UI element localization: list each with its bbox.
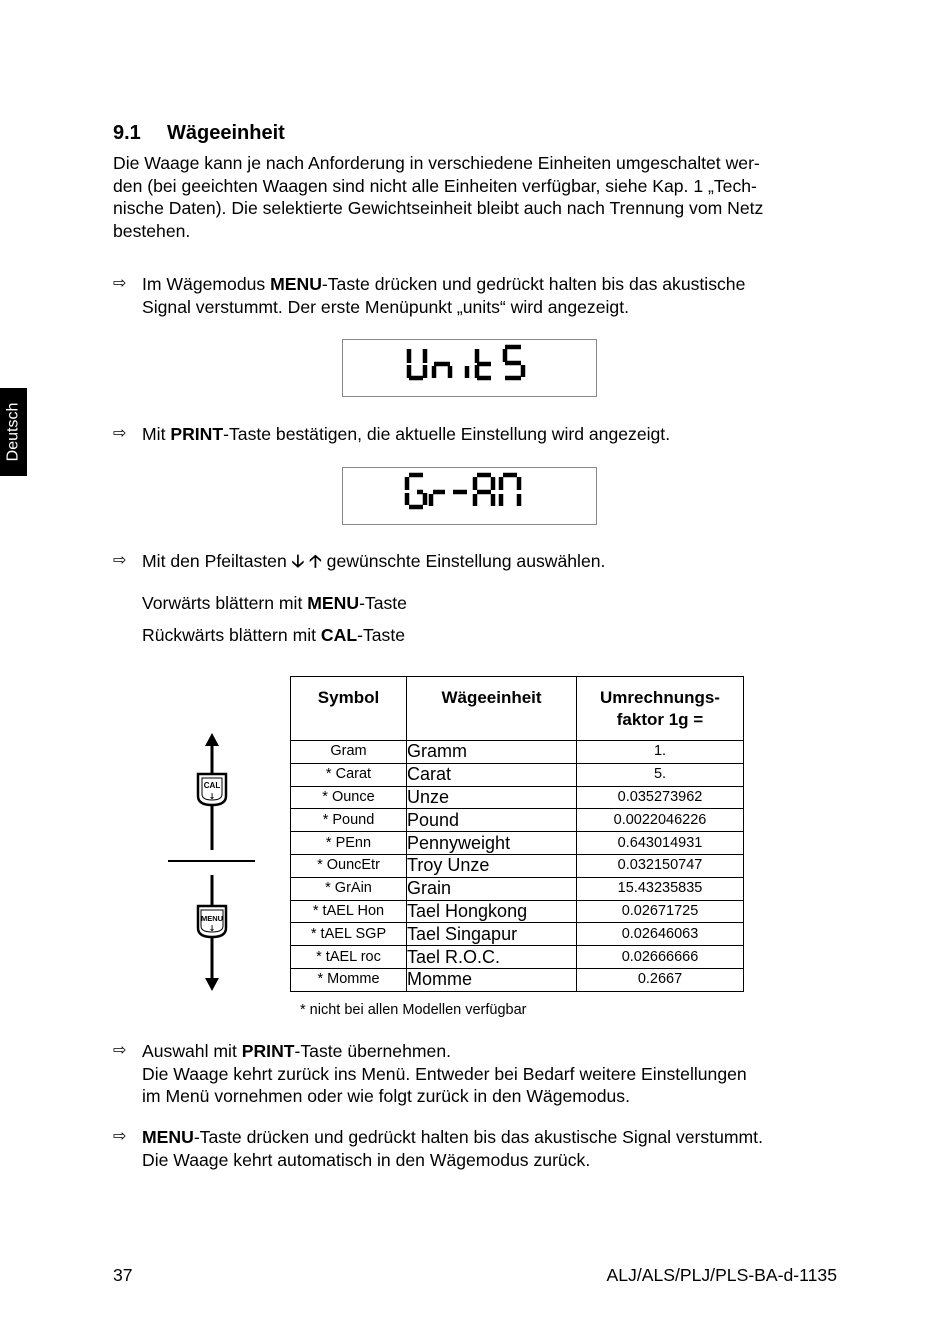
cell-factor: 0.02646063 bbox=[577, 923, 744, 946]
intro-line: Die Waage kann je nach Anforderung in verschiedene Einheiten umgeschaltet wer- bbox=[113, 153, 760, 173]
cell-factor: 0.02671725 bbox=[577, 900, 744, 923]
step-text: Signal verstummt. Der erste Menüpunkt „units“ wird angezeigt. bbox=[142, 296, 629, 317]
step-arrow-icon: ⇨ bbox=[113, 552, 127, 569]
cell-factor: 0.2667 bbox=[577, 968, 744, 991]
step-3 bbox=[113, 550, 843, 573]
cell-unit: Momme bbox=[407, 968, 577, 991]
step-2 bbox=[113, 423, 843, 446]
table-row bbox=[291, 809, 744, 832]
section-number: 9.1 bbox=[113, 122, 141, 144]
cal-key-icon bbox=[198, 774, 226, 805]
cell-symbol: * tAEL SGP bbox=[291, 923, 407, 946]
table-row bbox=[291, 946, 744, 969]
cell-factor: 15.43235835 bbox=[577, 877, 744, 900]
step-text: Im Wägemodus bbox=[142, 274, 271, 294]
section-heading bbox=[113, 122, 285, 145]
table-row bbox=[291, 877, 744, 900]
step-text: Mit bbox=[142, 424, 171, 444]
svg-text:↓: ↓ bbox=[208, 924, 216, 933]
step-text: -Taste drücken und gedrückt halten bis das akustische bbox=[321, 274, 746, 294]
instruction-text: Vorwärts blättern mit bbox=[142, 593, 308, 613]
cell-factor: 0.0022046226 bbox=[577, 809, 744, 832]
document-id: ALJ/ALS/PLJ/PLS-BA-d-1135 bbox=[606, 1265, 837, 1285]
step-4 bbox=[113, 1040, 843, 1108]
intro-line: bestehen. bbox=[113, 220, 191, 241]
cell-unit: Carat bbox=[407, 763, 577, 786]
cell-unit: Troy Unze bbox=[407, 854, 577, 877]
cell-unit: Tael R.O.C. bbox=[407, 946, 577, 969]
cell-factor: 0.643014931 bbox=[577, 832, 744, 855]
cell-symbol: * Ounce bbox=[291, 786, 407, 809]
cell-unit: Unze bbox=[407, 786, 577, 809]
cell-factor: 0.02666666 bbox=[577, 946, 744, 969]
lcd-display-gram bbox=[342, 467, 597, 525]
menu-key-icon bbox=[198, 906, 226, 937]
header-factor bbox=[577, 677, 744, 741]
step-text: Die Waage kehrt zurück ins Menü. Entweder bei Bedarf weitere Einstellungen bbox=[142, 1063, 747, 1084]
lcd-segments-units bbox=[343, 340, 598, 398]
header-unit: Wägeeinheit bbox=[407, 677, 577, 741]
intro-line: den (bei geeichten Waagen sind nicht alle Einheiten verfügbar, siehe Kap. 1 „Tech- bbox=[113, 175, 757, 196]
cell-factor: 1. bbox=[577, 741, 744, 764]
step-text: Mit den Pfeiltasten bbox=[142, 551, 292, 571]
cell-unit: Tael Hongkong bbox=[407, 900, 577, 923]
cell-factor: 5. bbox=[577, 763, 744, 786]
units-table-body bbox=[291, 741, 744, 992]
intro-paragraph bbox=[113, 152, 838, 242]
cell-symbol: * tAEL Hon bbox=[291, 900, 407, 923]
table-row bbox=[291, 786, 744, 809]
section-title: Wägeeinheit bbox=[167, 122, 285, 144]
cell-unit: Pennyweight bbox=[407, 832, 577, 855]
cell-symbol: * Momme bbox=[291, 968, 407, 991]
step-arrow-icon: ⇨ bbox=[113, 425, 127, 442]
cell-symbol: * Pound bbox=[291, 809, 407, 832]
cal-key-label: CAL bbox=[203, 781, 221, 790]
table-row bbox=[291, 923, 744, 946]
table-row bbox=[291, 854, 744, 877]
backward-instruction bbox=[142, 624, 405, 646]
cell-symbol: * tAEL roc bbox=[291, 946, 407, 969]
key-name: MENU bbox=[270, 274, 322, 294]
table-header-row bbox=[291, 677, 744, 741]
table-row bbox=[291, 968, 744, 991]
up-arrow-icon bbox=[205, 733, 219, 746]
language-tab-label: Deutsch bbox=[4, 402, 22, 462]
table-row bbox=[291, 763, 744, 786]
units-table bbox=[290, 676, 744, 992]
step-text: Die Waage kehrt automatisch in den Wägemodus zurück. bbox=[142, 1149, 591, 1170]
step-text: Auswahl mit bbox=[142, 1041, 242, 1061]
step-arrow-icon: ⇨ bbox=[113, 1042, 127, 1059]
key-name: MENU bbox=[142, 1127, 194, 1147]
cell-unit: Tael Singapur bbox=[407, 923, 577, 946]
key-name: PRINT bbox=[170, 424, 224, 444]
intro-line: nische Daten). Die selektierte Gewichtseinheit bleibt auch nach Trennung vom Netz bbox=[113, 198, 764, 218]
cell-symbol: * Carat bbox=[291, 763, 407, 786]
cell-symbol: * OuncEtr bbox=[291, 854, 407, 877]
menu-key-label: MENU bbox=[200, 914, 224, 923]
table-row bbox=[291, 832, 744, 855]
key-name: PRINT bbox=[241, 1041, 295, 1061]
step-text: -Taste übernehmen. bbox=[294, 1041, 451, 1061]
instruction-text: -Taste bbox=[357, 625, 406, 645]
key-name: MENU bbox=[307, 593, 360, 613]
forward-instruction bbox=[142, 592, 407, 614]
instruction-text: -Taste bbox=[359, 593, 407, 613]
down-up-arrow-icon: 🡣 🡡 bbox=[291, 551, 322, 571]
header-factor-line2: faktor 1g = bbox=[616, 710, 704, 729]
cell-unit: Gramm bbox=[407, 741, 577, 764]
cell-unit: Grain bbox=[407, 877, 577, 900]
step-text: -Taste bestätigen, die aktuelle Einstellung wird angezeigt. bbox=[223, 424, 671, 444]
step-arrow-icon: ⇨ bbox=[113, 275, 127, 292]
table-row bbox=[291, 900, 744, 923]
cell-factor: 0.035273962 bbox=[577, 786, 744, 809]
step-text: -Taste drücken und gedrückt halten bis das akustische Signal verstummt. bbox=[193, 1127, 763, 1147]
table-row bbox=[291, 741, 744, 764]
cell-factor: 0.032150747 bbox=[577, 854, 744, 877]
lcd-segments-gram bbox=[343, 468, 598, 526]
cell-symbol: * PEnn bbox=[291, 832, 407, 855]
header-factor-line1: Umrechnungs- bbox=[600, 688, 720, 707]
cell-symbol: * GrAin bbox=[291, 877, 407, 900]
instruction-text: Rückwärts blättern mit bbox=[142, 625, 321, 645]
step-1 bbox=[113, 273, 843, 318]
cell-unit: Pound bbox=[407, 809, 577, 832]
language-tab bbox=[0, 388, 27, 476]
step-text: gewünschte Einstellung auswählen. bbox=[321, 551, 606, 571]
key-name: CAL bbox=[320, 625, 358, 645]
lcd-display-units bbox=[342, 339, 597, 397]
table-footnote: * nicht bei allen Modellen verfügbar bbox=[300, 1002, 527, 1018]
cell-symbol: Gram bbox=[291, 741, 407, 764]
key-navigation-diagram bbox=[165, 730, 260, 995]
step-5 bbox=[113, 1126, 843, 1171]
down-arrow-icon bbox=[205, 978, 219, 991]
svg-text:↓: ↓ bbox=[208, 792, 216, 801]
page-number: 37 bbox=[113, 1265, 133, 1285]
header-symbol: Symbol bbox=[291, 677, 407, 741]
step-arrow-icon: ⇨ bbox=[113, 1128, 127, 1145]
step-text: im Menü vornehmen oder wie folgt zurück in den Wägemodus. bbox=[142, 1086, 630, 1106]
